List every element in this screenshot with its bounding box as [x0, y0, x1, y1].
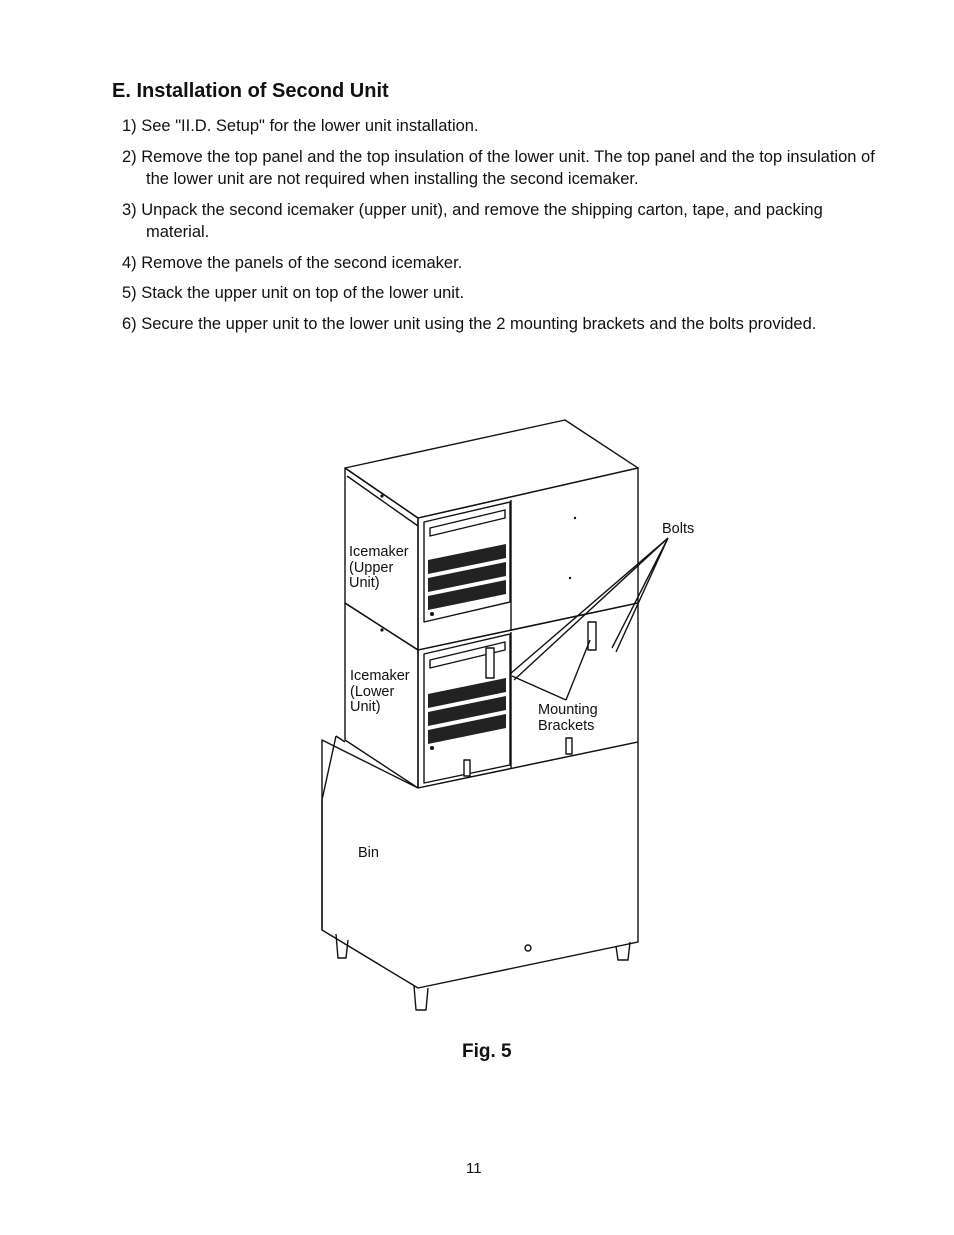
bin-label: Bin: [358, 845, 379, 861]
step-item: 4) Remove the panels of the second icemaker.: [122, 253, 463, 272]
figure-caption: Fig. 5: [462, 1041, 512, 1062]
step-item: 5) Stack the upper unit on top of the lower unit.: [122, 284, 465, 302]
step-item: 1) See "II.D. Setup" for the lower unit installation.: [122, 117, 479, 135]
lower-unit-label: Icemaker (Lower Unit): [350, 668, 410, 715]
step-item: 3) Unpack the second icemaker (upper unit), and remove the shipping carton, tape, and packing material.: [122, 200, 823, 241]
mounting-brackets-label: Mounting Brackets: [538, 702, 598, 734]
page-number: 11: [466, 1160, 482, 1177]
icemaker-stack-illustration: [300, 405, 720, 1020]
section-heading: E. Installation of Second Unit: [112, 80, 389, 102]
bolts-label: Bolts: [662, 521, 695, 537]
step-item: 2) Remove the top panel and the top insulation of the lower unit. The top panel and the top insulation of the lower unit are not required when installing the second icemaker.: [122, 147, 875, 188]
installation-steps: [122, 115, 882, 343]
step-item: 6) Secure the upper unit to the lower unit using the 2 mounting brackets and the bolts provided.: [122, 314, 817, 333]
upper-unit-label: Icemaker (Upper Unit): [349, 544, 409, 591]
